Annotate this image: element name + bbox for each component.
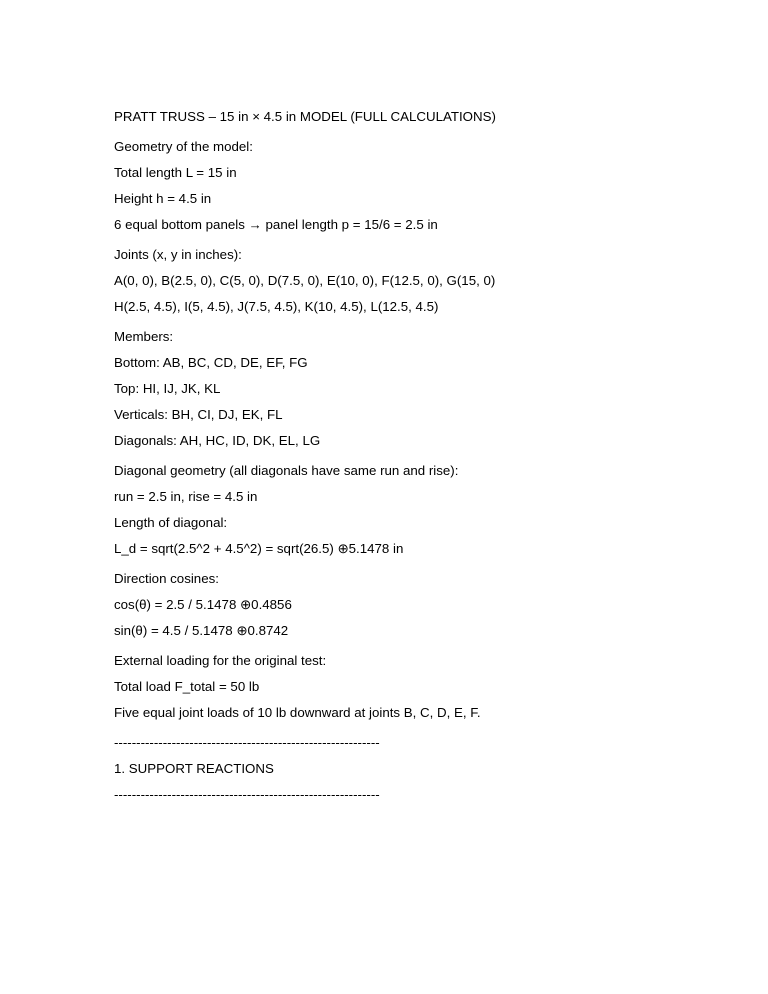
loading-section xyxy=(114,652,674,722)
joint-loads-line: Five equal joint loads of 10 lb downward at joints B, C, D, E, F. xyxy=(114,705,481,720)
divider-bottom: ------------------------------------------------------------ xyxy=(114,787,380,802)
total-length-line: Total length L = 15 in xyxy=(114,165,237,180)
loading-heading: External loading for the original test: xyxy=(114,653,327,668)
total-load-line: Total load F_total = 50 lb xyxy=(114,679,260,694)
geometry-section xyxy=(114,138,674,234)
diagonal-length-label: Length of diagonal: xyxy=(114,515,228,530)
cos-theta-line: cos(θ) = 2.5 / 5.1478 ⊕0.4856 xyxy=(114,597,292,612)
support-reactions-section xyxy=(114,734,674,804)
joints-section xyxy=(114,246,674,316)
bottom-members-line: Bottom: AB, BC, CD, DE, EF, FG xyxy=(114,355,308,370)
diagonal-geometry-heading: Diagonal geometry (all diagonals have same run and rise): xyxy=(114,463,459,478)
diagonal-length-formula: L_d = sqrt(2.5^2 + 4.5^2) = sqrt(26.5) ⊕5.1478 in xyxy=(114,541,404,556)
members-heading: Members: xyxy=(114,329,174,344)
document-title: PRATT TRUSS – 15 in × 4.5 in MODEL (FULL CALCULATIONS) xyxy=(114,109,496,124)
geometry-heading: Geometry of the model: xyxy=(114,139,253,154)
top-joints-line: H(2.5, 4.5), I(5, 4.5), J(7.5, 4.5), K(10, 4.5), L(12.5, 4.5) xyxy=(114,299,439,314)
panel-length-line: 6 equal bottom panels → panel length p = 15/6 = 2.5 in xyxy=(114,217,438,232)
support-reactions-heading: 1. SUPPORT REACTIONS xyxy=(114,761,274,776)
bottom-joints-line: A(0, 0), B(2.5, 0), C(5, 0), D(7.5, 0), E(10, 0), F(12.5, 0), G(15, 0) xyxy=(114,273,496,288)
direction-cosines-section xyxy=(114,570,674,640)
members-section xyxy=(114,328,674,450)
direction-cosines-heading: Direction cosines: xyxy=(114,571,219,586)
top-members-line: Top: HI, IJ, JK, KL xyxy=(114,381,221,396)
diagonal-geometry-section xyxy=(114,462,674,558)
divider-top: ------------------------------------------------------------ xyxy=(114,735,380,750)
title-group xyxy=(114,108,674,126)
sin-theta-line: sin(θ) = 4.5 / 5.1478 ⊕0.8742 xyxy=(114,623,289,638)
run-rise-line: run = 2.5 in, rise = 4.5 in xyxy=(114,489,258,504)
vertical-members-line: Verticals: BH, CI, DJ, EK, FL xyxy=(114,407,283,422)
joints-heading: Joints (x, y in inches): xyxy=(114,247,242,262)
document-page xyxy=(114,108,674,816)
diagonal-members-line: Diagonals: AH, HC, ID, DK, EL, LG xyxy=(114,433,321,448)
height-line: Height h = 4.5 in xyxy=(114,191,212,206)
